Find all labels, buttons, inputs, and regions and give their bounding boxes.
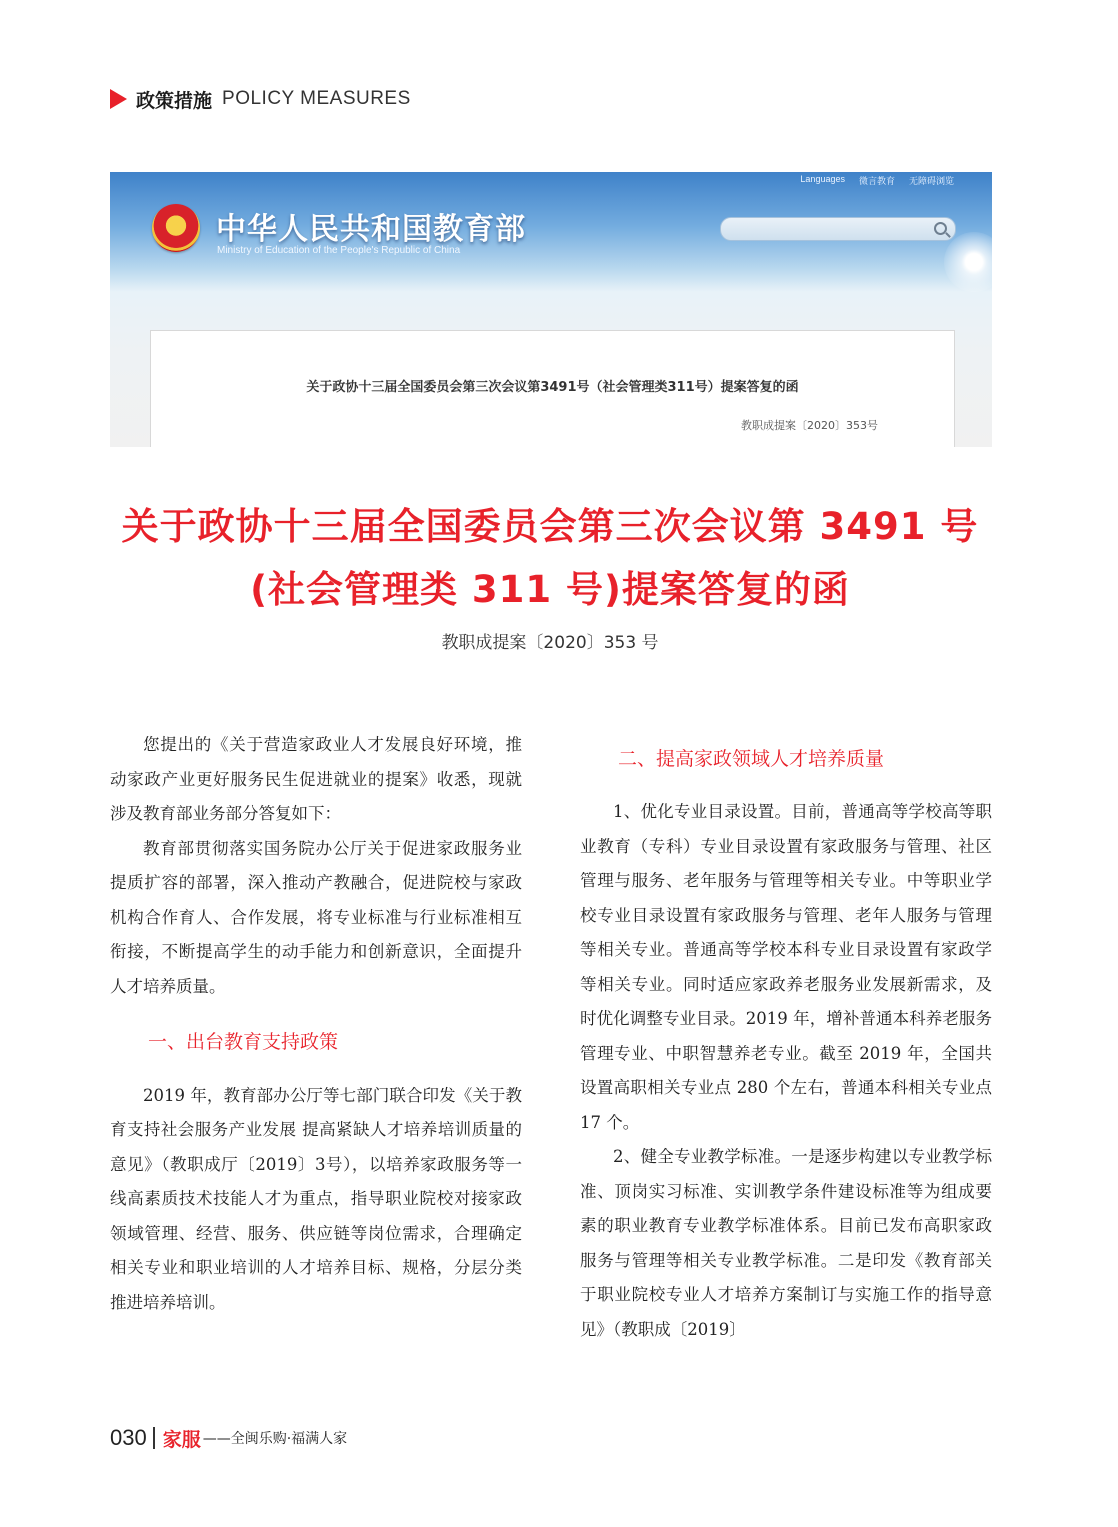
accessibility-link: 无障碍浏览	[908, 176, 954, 186]
page-title-line2: (社会管理类 311 号)提案答复的函	[250, 568, 850, 611]
screenshot-doc-title: 关于政协十三届全国委员会第三次会议第3491号（社会管理类311号）提案答复的函	[306, 380, 799, 395]
magazine-name: 家服	[162, 1428, 201, 1451]
paragraph: 1、优化专业目录设置。目前，普通高等学校高等职业教育（专科）专业目录设置有家政服务与管理、社区管理与服务、老年服务与管理等相关专业。中等职业学校专业目录设置有家政服务与管理、老年人服务与管理等相关专业。普通高等学校本科专业目录设置有家政学等相关专业。同时适应家政养老服务业发展新需求，及时优化调整专业目录。2019 年，增补普通本科养老服务管理专业、中职智慧养老专业。截至 2019 年，全国共设置高职相关专业点 280 个左右，普通本科相关专业点 17 个。	[580, 802, 992, 1132]
page-title-line1: 关于政协十三届全国委员会第三次会议第 3491 号	[121, 505, 979, 548]
section-header	[110, 84, 411, 114]
search-input	[720, 217, 956, 241]
section-title-cn: 政策措施	[136, 89, 213, 112]
dandelion-icon	[944, 232, 992, 292]
paragraph: 2019 年，教育部办公厅等七部门联合印发《关于教育支持社会服务产业发展 提高紧缺人才培养培训质量的意见》（教职成厅〔2019〕3号），以培养家政服务等一线高素质技术技能人才为重点，指导职业院校对接家政领域管理、经营、服务、供应链等岗位需求，合理确定相关专业和职业培训的人才培养目标、规格，分层分类推进培养培训。	[110, 1085, 522, 1312]
weiyan-link: 微言教育	[858, 176, 895, 186]
paragraph: 教育部贯彻落实国务院办公厅关于促进家政服务业提质扩容的部署，深入推动产教融合，促进院校与家政机构合作育人、合作发展，将专业标准与行业标准相互衔接，不断提高学生的动手能力和创新意识，全面提升人才培养质量。	[110, 838, 522, 996]
website-screenshot	[110, 172, 992, 447]
triangle-icon	[110, 89, 127, 109]
site-subtitle: Ministry of Education of the People's Republic of China	[217, 245, 461, 256]
page-footer	[110, 1423, 347, 1453]
languages-link: Languages	[800, 174, 845, 184]
left-column	[110, 728, 522, 1320]
star-icon: ★	[169, 214, 182, 230]
section-heading-1: 一、出台教育支持政策	[148, 1031, 339, 1053]
top-links	[800, 174, 954, 187]
screenshot-doc-number: 教职成提案〔2020〕353号	[741, 419, 878, 432]
right-column	[580, 795, 992, 1347]
site-title: 中华人民共和国教育部	[216, 212, 526, 247]
website-banner	[110, 172, 992, 292]
section-title-en: POLICY MEASURES	[222, 88, 411, 109]
section-heading-2: 二、提高家政领域人才培养质量	[618, 748, 885, 770]
magazine-slogan: ——全闽乐购·福满人家	[202, 1431, 348, 1447]
search-icon	[934, 222, 947, 235]
paragraph: 2、健全专业教学标准。一是逐步构建以专业教学标准、顶岗实习标准、实训教学条件建设标准等为组成要素的职业教育专业教学标准体系。目前已发布高职家政服务与管理等相关专业教学标准。二是印发《教育部关于职业院校专业人才培养方案制订与实施工作的指导意见》（教职成〔2019〕	[580, 1147, 992, 1339]
footer-divider	[153, 1427, 155, 1449]
page-number: 030	[110, 1425, 147, 1450]
paragraph: 您提出的《关于营造家政业人才发展良好环境，推动家政产业更好服务民生促进就业的提案》收悉，现就涉及教育部业务部分答复如下：	[110, 735, 522, 823]
document-box	[150, 330, 955, 447]
document-number: 教职成提案〔2020〕353 号	[441, 633, 659, 653]
